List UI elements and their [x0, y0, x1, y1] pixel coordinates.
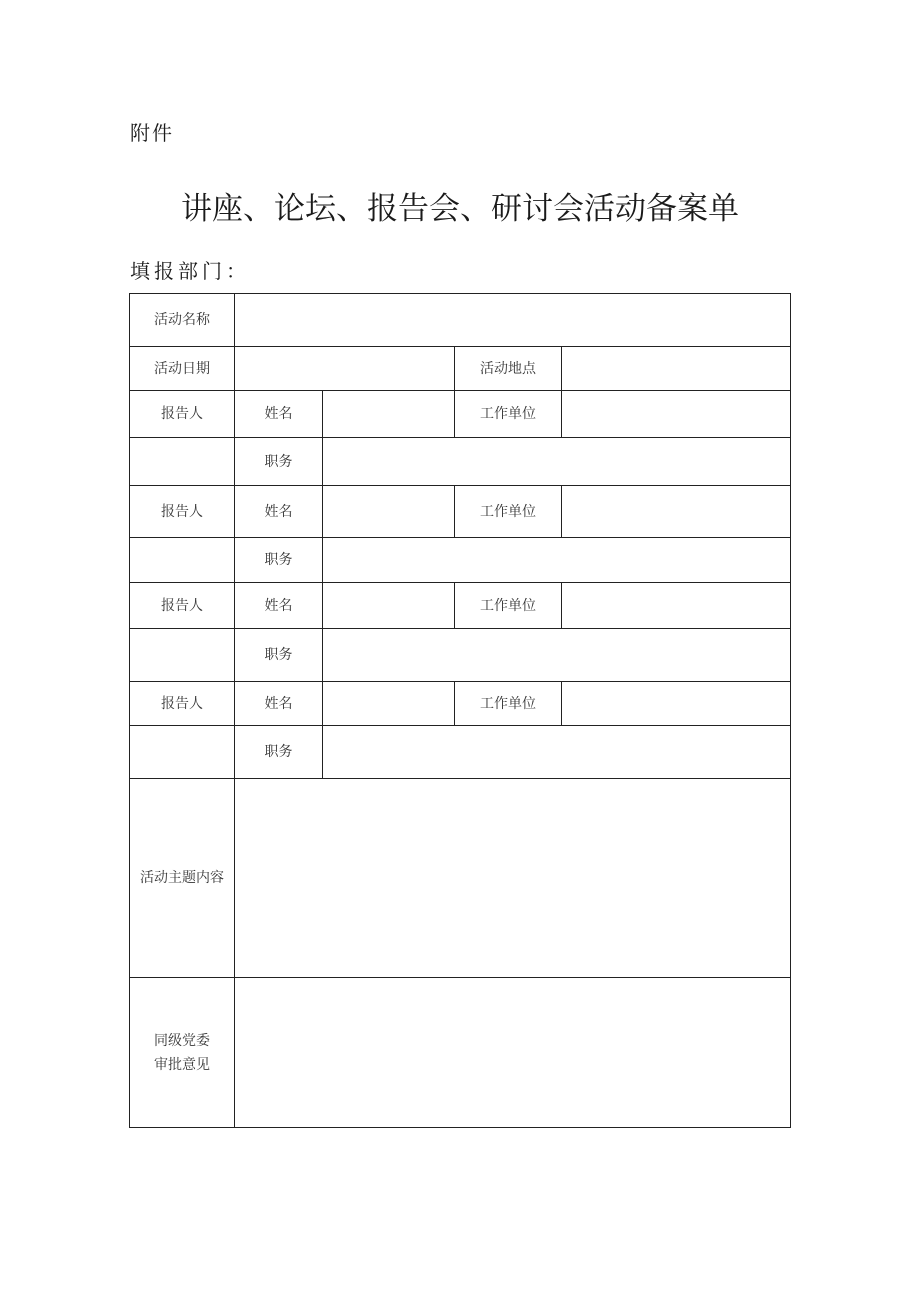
speaker-position-label: 职务 [235, 538, 323, 583]
approval-label-line1: 同级党委 [154, 1032, 210, 1049]
speaker-name-label: 姓名 [235, 682, 323, 726]
activity-place-label: 活动地点 [455, 347, 562, 391]
speaker-label: 报告人 [130, 682, 235, 726]
theme-content-label: 活动主题内容 [130, 779, 235, 978]
speaker-position-label: 职务 [235, 438, 323, 486]
speaker-name-label: 姓名 [235, 391, 323, 438]
approval-label-line2: 审批意见 [154, 1056, 210, 1073]
speaker-work-unit-field[interactable] [562, 583, 791, 629]
speaker-position-label: 职务 [235, 726, 323, 779]
approval-label [130, 978, 235, 1128]
activity-place-field[interactable] [562, 347, 791, 391]
speaker-work-unit-field[interactable] [562, 682, 791, 726]
page-title: 讲座、论坛、报告会、研讨会活动备案单 [181, 191, 739, 227]
speaker-work-unit-field[interactable] [562, 391, 791, 438]
speaker-blank-cell [130, 726, 235, 779]
speaker-label: 报告人 [130, 583, 235, 629]
speaker-work-unit-label: 工作单位 [455, 583, 562, 629]
speaker-blank-cell [130, 438, 235, 486]
speaker-position-label: 职务 [235, 629, 323, 682]
speaker-position-field[interactable] [323, 629, 791, 682]
speaker-label: 报告人 [130, 486, 235, 538]
speaker-name-field[interactable] [323, 583, 455, 629]
speaker-work-unit-field[interactable] [562, 486, 791, 538]
speaker-name-field[interactable] [323, 391, 455, 438]
speaker-name-label: 姓名 [235, 583, 323, 629]
speaker-position-field[interactable] [323, 726, 791, 779]
activity-date-field[interactable] [235, 347, 455, 391]
speaker-position-field[interactable] [323, 438, 791, 486]
theme-content-field[interactable] [235, 779, 791, 978]
speaker-work-unit-label: 工作单位 [455, 486, 562, 538]
speaker-blank-cell [130, 629, 235, 682]
dept-label: 填报部门： [130, 259, 250, 283]
speaker-name-field[interactable] [323, 486, 455, 538]
activity-name-label: 活动名称 [130, 294, 235, 347]
speaker-name-field[interactable] [323, 682, 455, 726]
speaker-position-field[interactable] [323, 538, 791, 583]
activity-name-field[interactable] [235, 294, 791, 347]
speaker-blank-cell [130, 538, 235, 583]
speaker-name-label: 姓名 [235, 486, 323, 538]
activity-date-label: 活动日期 [130, 347, 235, 391]
speaker-work-unit-label: 工作单位 [455, 391, 562, 438]
speaker-label: 报告人 [130, 391, 235, 438]
attachment-label: 附件 [130, 121, 174, 145]
record-form-table [129, 293, 791, 1128]
approval-field[interactable] [235, 978, 791, 1128]
speaker-work-unit-label: 工作单位 [455, 682, 562, 726]
